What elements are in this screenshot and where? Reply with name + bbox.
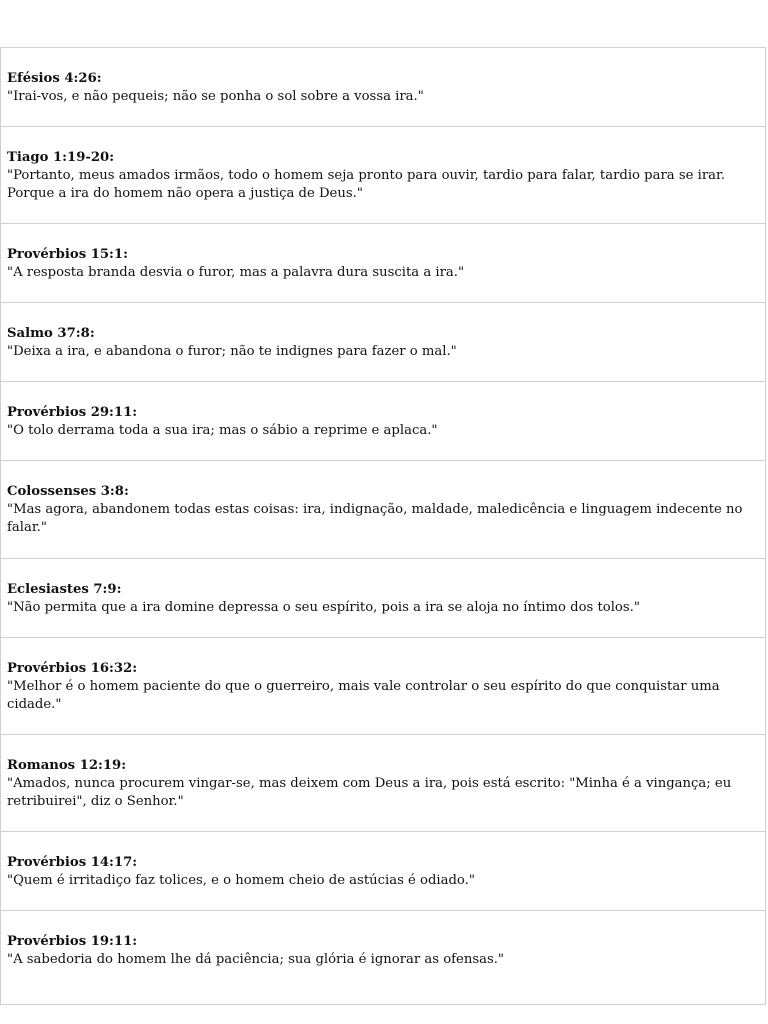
- verse-row: [0, 735, 766, 832]
- verse-text: "Portanto, meus amados irmãos, todo o homem seja pronto para ouvir, tardio para falar, tardio para se irar. Porque a ira do homem não opera a justiça de Deus.": [7, 168, 726, 201]
- verse-text: "Não permita que a ira domine depressa o seu espírito, pois a ira se aloja no íntimo dos tolos.": [7, 600, 640, 615]
- verse-text: "Irai-vos, e não pequeis; não se ponha o sol sobre a vossa ira.": [7, 89, 424, 104]
- verse-reference: Romanos 12:19:: [7, 758, 127, 773]
- verse-text: "O tolo derrama toda a sua ira; mas o sábio a reprime e aplaca.": [7, 423, 438, 438]
- verse-row: [0, 559, 766, 638]
- verse-text: "Amados, nunca procurem vingar-se, mas deixem com Deus a ira, pois está escrito: "Minha é a vingança; eu retribuirei", diz o Senhor.": [7, 776, 732, 809]
- verse-text: "Melhor é o homem paciente do que o guerreiro, mais vale controlar o seu espírito do que conquistar uma cidade.": [7, 679, 720, 712]
- verse-text: "A sabedoria do homem lhe dá paciência; sua glória é ignorar as ofensas.": [7, 952, 504, 967]
- verse-table: [0, 47, 766, 1005]
- verse-reference: Provérbios 15:1:: [7, 247, 128, 262]
- verse-reference: Provérbios 19:11:: [7, 934, 138, 949]
- verse-reference: Colossenses 3:8:: [7, 484, 129, 499]
- verse-row: [0, 638, 766, 735]
- verse-text: "Quem é irritadiço faz tolices, e o homem cheio de astúcias é odiado.": [7, 873, 475, 888]
- verse-reference: Tiago 1:19-20:: [7, 150, 115, 165]
- verse-row: [0, 832, 766, 911]
- verse-row: [0, 224, 766, 303]
- verse-text: "Deixa a ira, e abandona o furor; não te indignes para fazer o mal.": [7, 344, 457, 359]
- verse-reference: Eclesiastes 7:9:: [7, 582, 122, 597]
- verse-reference: Provérbios 29:11:: [7, 405, 138, 420]
- verse-row: [0, 382, 766, 461]
- verse-row: [0, 911, 766, 1005]
- verse-row: [0, 303, 766, 382]
- verse-reference: Salmo 37:8:: [7, 326, 95, 341]
- verse-text: "A resposta branda desvia o furor, mas a palavra dura suscita a ira.": [7, 265, 465, 280]
- verse-row: [0, 127, 766, 224]
- verse-reference: Efésios 4:26:: [7, 71, 102, 86]
- verse-text: "Mas agora, abandonem todas estas coisas: ira, indignação, maldade, maledicência e linguagem indecente no falar.": [7, 502, 743, 535]
- verse-row: [0, 48, 766, 127]
- verse-reference: Provérbios 16:32:: [7, 661, 138, 676]
- verse-reference: Provérbios 14:17:: [7, 855, 138, 870]
- verse-row: [0, 461, 766, 559]
